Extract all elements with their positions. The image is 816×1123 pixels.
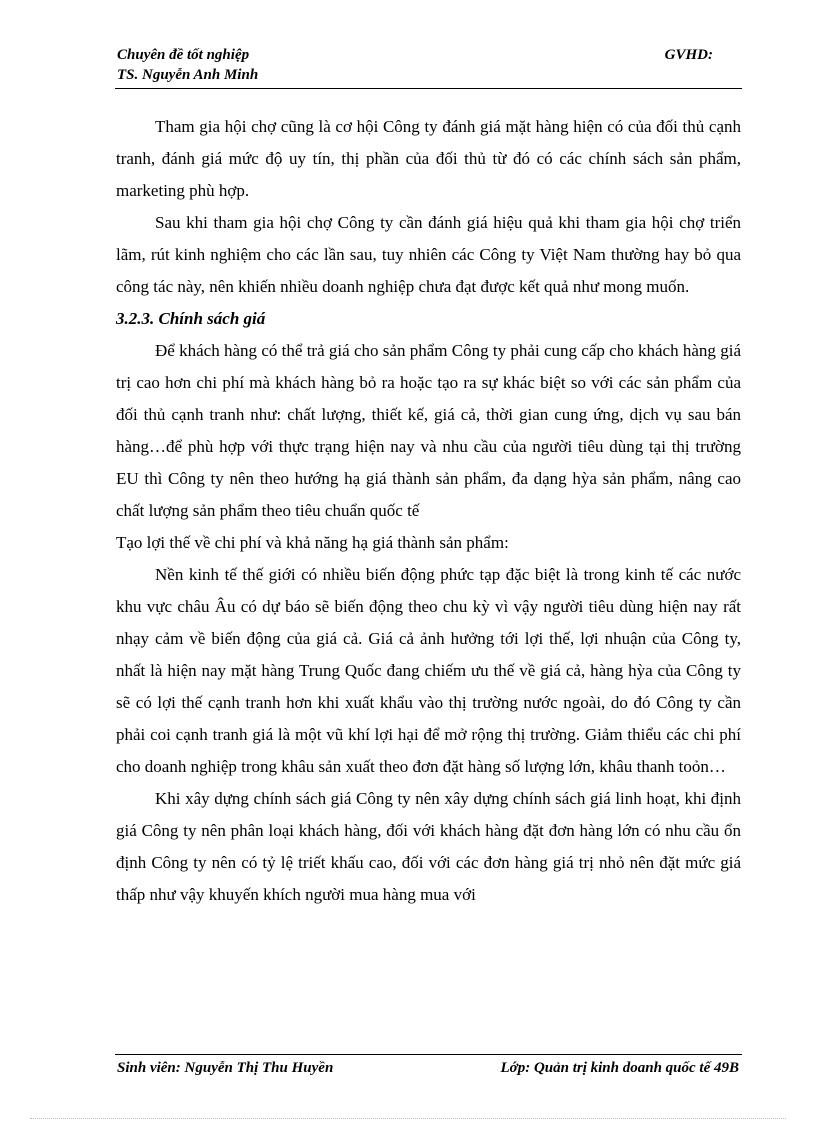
student-name: Sinh viên: Nguyễn Thị Thu Huyền [117, 1060, 334, 1076]
advisor-name: TS. Nguyễn Anh Minh [117, 67, 259, 83]
page-header [117, 45, 741, 85]
section-heading: 3.2.3. Chính sách giá [116, 309, 266, 328]
paragraph-cost-advantage: Tạo lợi thế về chi phí và khả năng hạ giá thành sản phẩm: [116, 533, 509, 552]
thesis-title: Chuyên đề tốt nghiệp [117, 47, 250, 63]
page-footer [117, 1058, 739, 1078]
paragraph-flexible-pricing: Khi xây dựng chính sách giá Công ty nên xây dựng chính sách giá linh hoạt, khi định giá Công ty nên phân loại khách hàng, đối với khách hàng đặt đơn hàng lớn có nhu cầu ổn định Công ty nên có tỷ lệ triết khấu cao, đối với các đơn hàng giá trị nhỏ nên đặt mức giá thấp như vậy khuyến khích người mua hàng mua với [116, 789, 741, 904]
header-row-1 [117, 45, 741, 65]
class-name: Lớp: Quản trị kinh doanh quốc tế 49B [500, 1060, 739, 1076]
page-bottom-dotted-line [30, 1118, 786, 1119]
paragraph-trade-fair: Tham gia hội chợ cũng là cơ hội Công ty đánh giá mặt hàng hiện có của đối thủ cạnh tranh, đánh giá mức độ uy tín, thị phần của đối thủ từ đó có các chính sách sản phẩm, marketing phù hợp. [116, 117, 741, 200]
paragraph-fair-evaluation: Sau khi tham gia hội chợ Công ty cần đánh giá hiệu quả khi tham gia hội chợ triển lãm, rút kinh nghiệm cho các lần sau, tuy nhiên các Công ty Việt Nam thường hay bỏ qua công tác này, nên khiến nhiều doanh nghiệp chưa đạt được kết quả như mong muốn. [116, 213, 741, 296]
advisor-label: GVHD: [664, 47, 713, 63]
document-body [116, 111, 741, 911]
header-divider [115, 88, 742, 89]
footer-divider [115, 1054, 742, 1055]
paragraph-economy: Nền kinh tế thế giới có nhiều biến động phức tạp đặc biệt là trong kinh tế các nước khu vực châu Âu có dự báo sẽ biến động theo chu kỳ vì vậy người tiêu dùng hiện nay rất nhạy cảm về biến động của giá cả. Giá cả ảnh hưởng tới lợi thế, lợi nhuận của Công ty, nhất là hiện nay mặt hàng Trung Quốc đang chiếm ưu thế về giá cả, hàng hỳa của Công ty sẽ có lợi thế cạnh tranh hơn khi xuất khẩu vào thị trường nước ngoài, do đó Công ty cần phải coi cạnh tranh giá là một vũ khí lợi hại để mở rộng thị trường. Giảm thiểu các chi phí cho doanh nghiệp trong khâu sản xuất theo đơn đặt hàng số lượng lớn, khâu thanh toỏn… [116, 565, 741, 776]
header-row-2 [117, 65, 741, 85]
paragraph-pricing-value: Để khách hàng có thể trả giá cho sản phẩm Công ty phải cung cấp cho khách hàng giá trị cao hơn chi phí mà khách hàng bỏ ra hoặc tạo ra sự khác biệt so với các sản phẩm của đối thủ cạnh tranh như: chất lượng, thiết kế, giá cả, thời gian cung ứng, dịch vụ sau bán hàng…để phù hợp với thực trạng hiện nay và nhu cầu của người tiêu dùng tại thị trường EU thì Công ty nên theo hướng hạ giá thành sản phẩm, đa dạng hỳa sản phẩm, nâng cao chất lượng sản phẩm theo tiêu chuẩn quốc tế [116, 341, 741, 520]
